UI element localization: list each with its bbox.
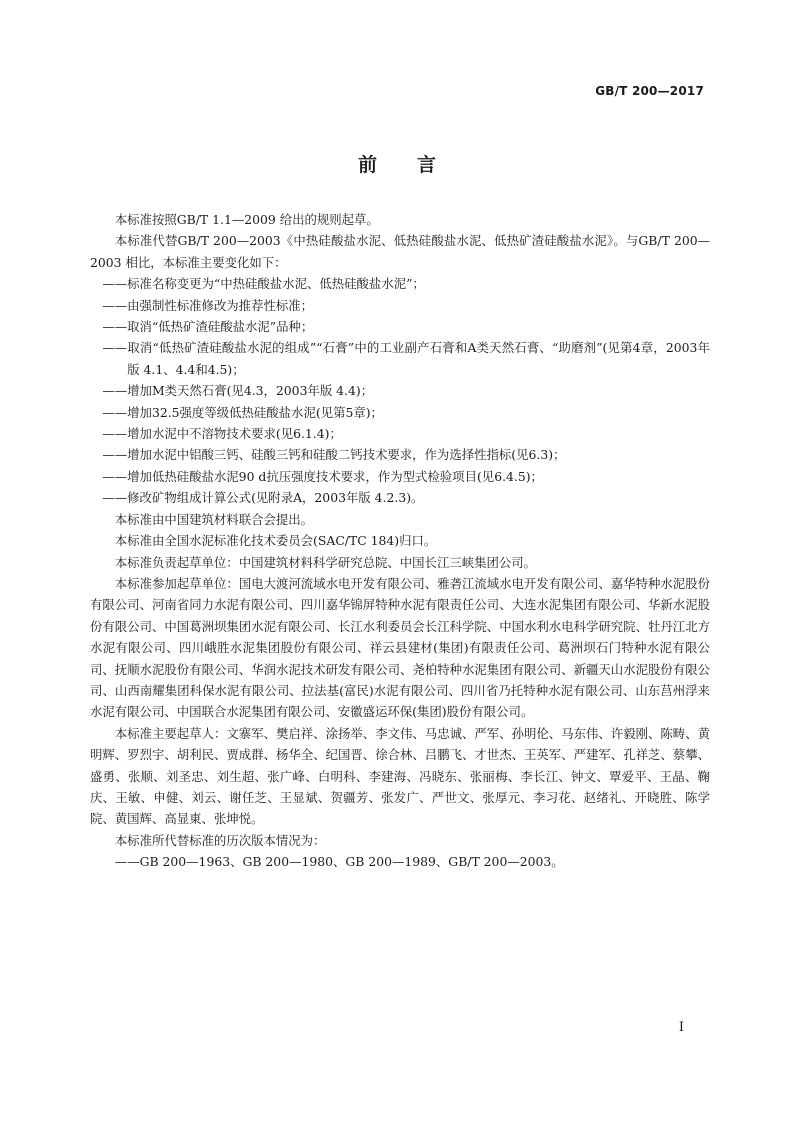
foreword-body [90,209,710,873]
change-item: ——增加低热硅酸盐水泥90 d抗压强度技术要求，作为型式检验项目(见6.4.5)； [102,468,543,484]
change-item: ——增加32.5强度等级低热硅酸盐水泥(见第5章)； [102,404,383,420]
change-item: ——由强制性标准修改为推荐性标准； [102,297,314,313]
change-item: ——标准名称变更为“中热硅酸盐水泥、低热硅酸盐水泥”； [102,276,425,292]
paragraph-history-intro: 本标准所代替标准的历次版本情况为： [114,832,326,848]
paragraph-committee: 本标准由全国水泥标准化技术委员会(SAC/TC 184)归口。 [114,533,437,549]
paragraph-main-drafters: 本标准主要起草人：文寨军、樊启祥、涂扬举、李文伟、马忠诚、严军、孙明伦、马东伟、许毅刚、陈畴、黄明辉、罗烈宇、胡利民、贾成群、杨华全、纪国晋、徐合林、吕鹏飞、才世杰、王英军、严建军、孔祥芝、蔡攀、盛勇、张顺、刘圣忠、刘生超、张广峰、白明科、李建海、冯晓东、张丽梅、李长江、钟文、覃爱平、王晶、鞠庆、王敏、申健、刘云、谢任芝、王显斌、贺疆芳、张发广、严世文、张厚元、李习花、赵绪礼、开晓胜、陈学院、黄国辉、高显東、张坤悦。 [90,725,710,827]
paragraph-proposer: 本标准由中国建筑材料联合会提出。 [114,511,314,527]
page-title: 前言 [357,154,476,176]
paragraph-drafting-rules: 本标准按照GB/T 1.1—2009 给出的规则起草。 [114,212,379,227]
paragraph-lead-drafters: 本标准负责起草单位：中国建筑材料科学研究总院、中国长江三峡集团公司。 [114,554,537,570]
change-item: ——增加M类天然石膏(见4.3，2003年版 4.4)； [102,383,374,399]
change-item: ——修改矿物组成计算公式(见附录A，2003年版 4.2.3)。 [102,490,424,506]
change-item: ——取消“低热矿渣硅酸盐水泥的组成”“石膏”中的工业副产石膏和A类天然石膏、“助磨剂”(见第4章，2003年版 4.1、4.4和4.5)； [102,340,710,377]
history-item: ——GB 200—1963、GB 200—1980、GB 200—1989、GB/T 200—2003。 [114,854,564,870]
page-number: I [678,1020,684,1035]
change-item: ——增加水泥中不溶物技术要求(见6.1.4)； [102,426,342,442]
change-item: ——取消“低热矿渣硅酸盐水泥”品种； [102,319,314,335]
standard-code: GB/T 200—2017 [595,84,704,98]
change-item: ——增加水泥中铝酸三钙、硅酸三钙和硅酸二钙技术要求，作为选择性指标(见6.3)； [102,447,566,463]
paragraph-replacement: 本标准代替GB/T 200—2003《中热硅酸盐水泥、低热硅酸盐水泥、低热矿渣硅酸盐水泥》。与GB/T 200—2003 相比，本标准主要变化如下： [90,233,710,270]
paragraph-participating-drafters: 本标准参加起草单位：国电大渡河流域水电开发有限公司、雅砻江流域水电开发有限公司、嘉华特种水泥股份有限公司、河南省同力水泥有限公司、四川嘉华锦屏特种水泥有限责任公司、大连水泥集团有限公司、华新水泥股份有限公司、中国葛洲坝集团水泥有限公司、长江水利委员会长江科学院、中国水利水电科学研究院、牡丹江北方水泥有限公司、四川峨胜水泥集团股份有限公司、祥云县建材(集团)有限责任公司、葛洲坝石门特种水泥有限公司、抚顺水泥股份有限公司、华润水泥技术研发有限公司、尧柏特种水泥集团有限公司、新疆天山水泥股份有限公司、山西南耀集团科保水泥有限公司、拉法基(富民)水泥有限公司、四川省乃托特种水泥有限公司、山东莒州浮来水泥有限公司、中国联合水泥集团有限公司、安徽盛运环保(集团)股份有限公司。 [90,575,710,720]
